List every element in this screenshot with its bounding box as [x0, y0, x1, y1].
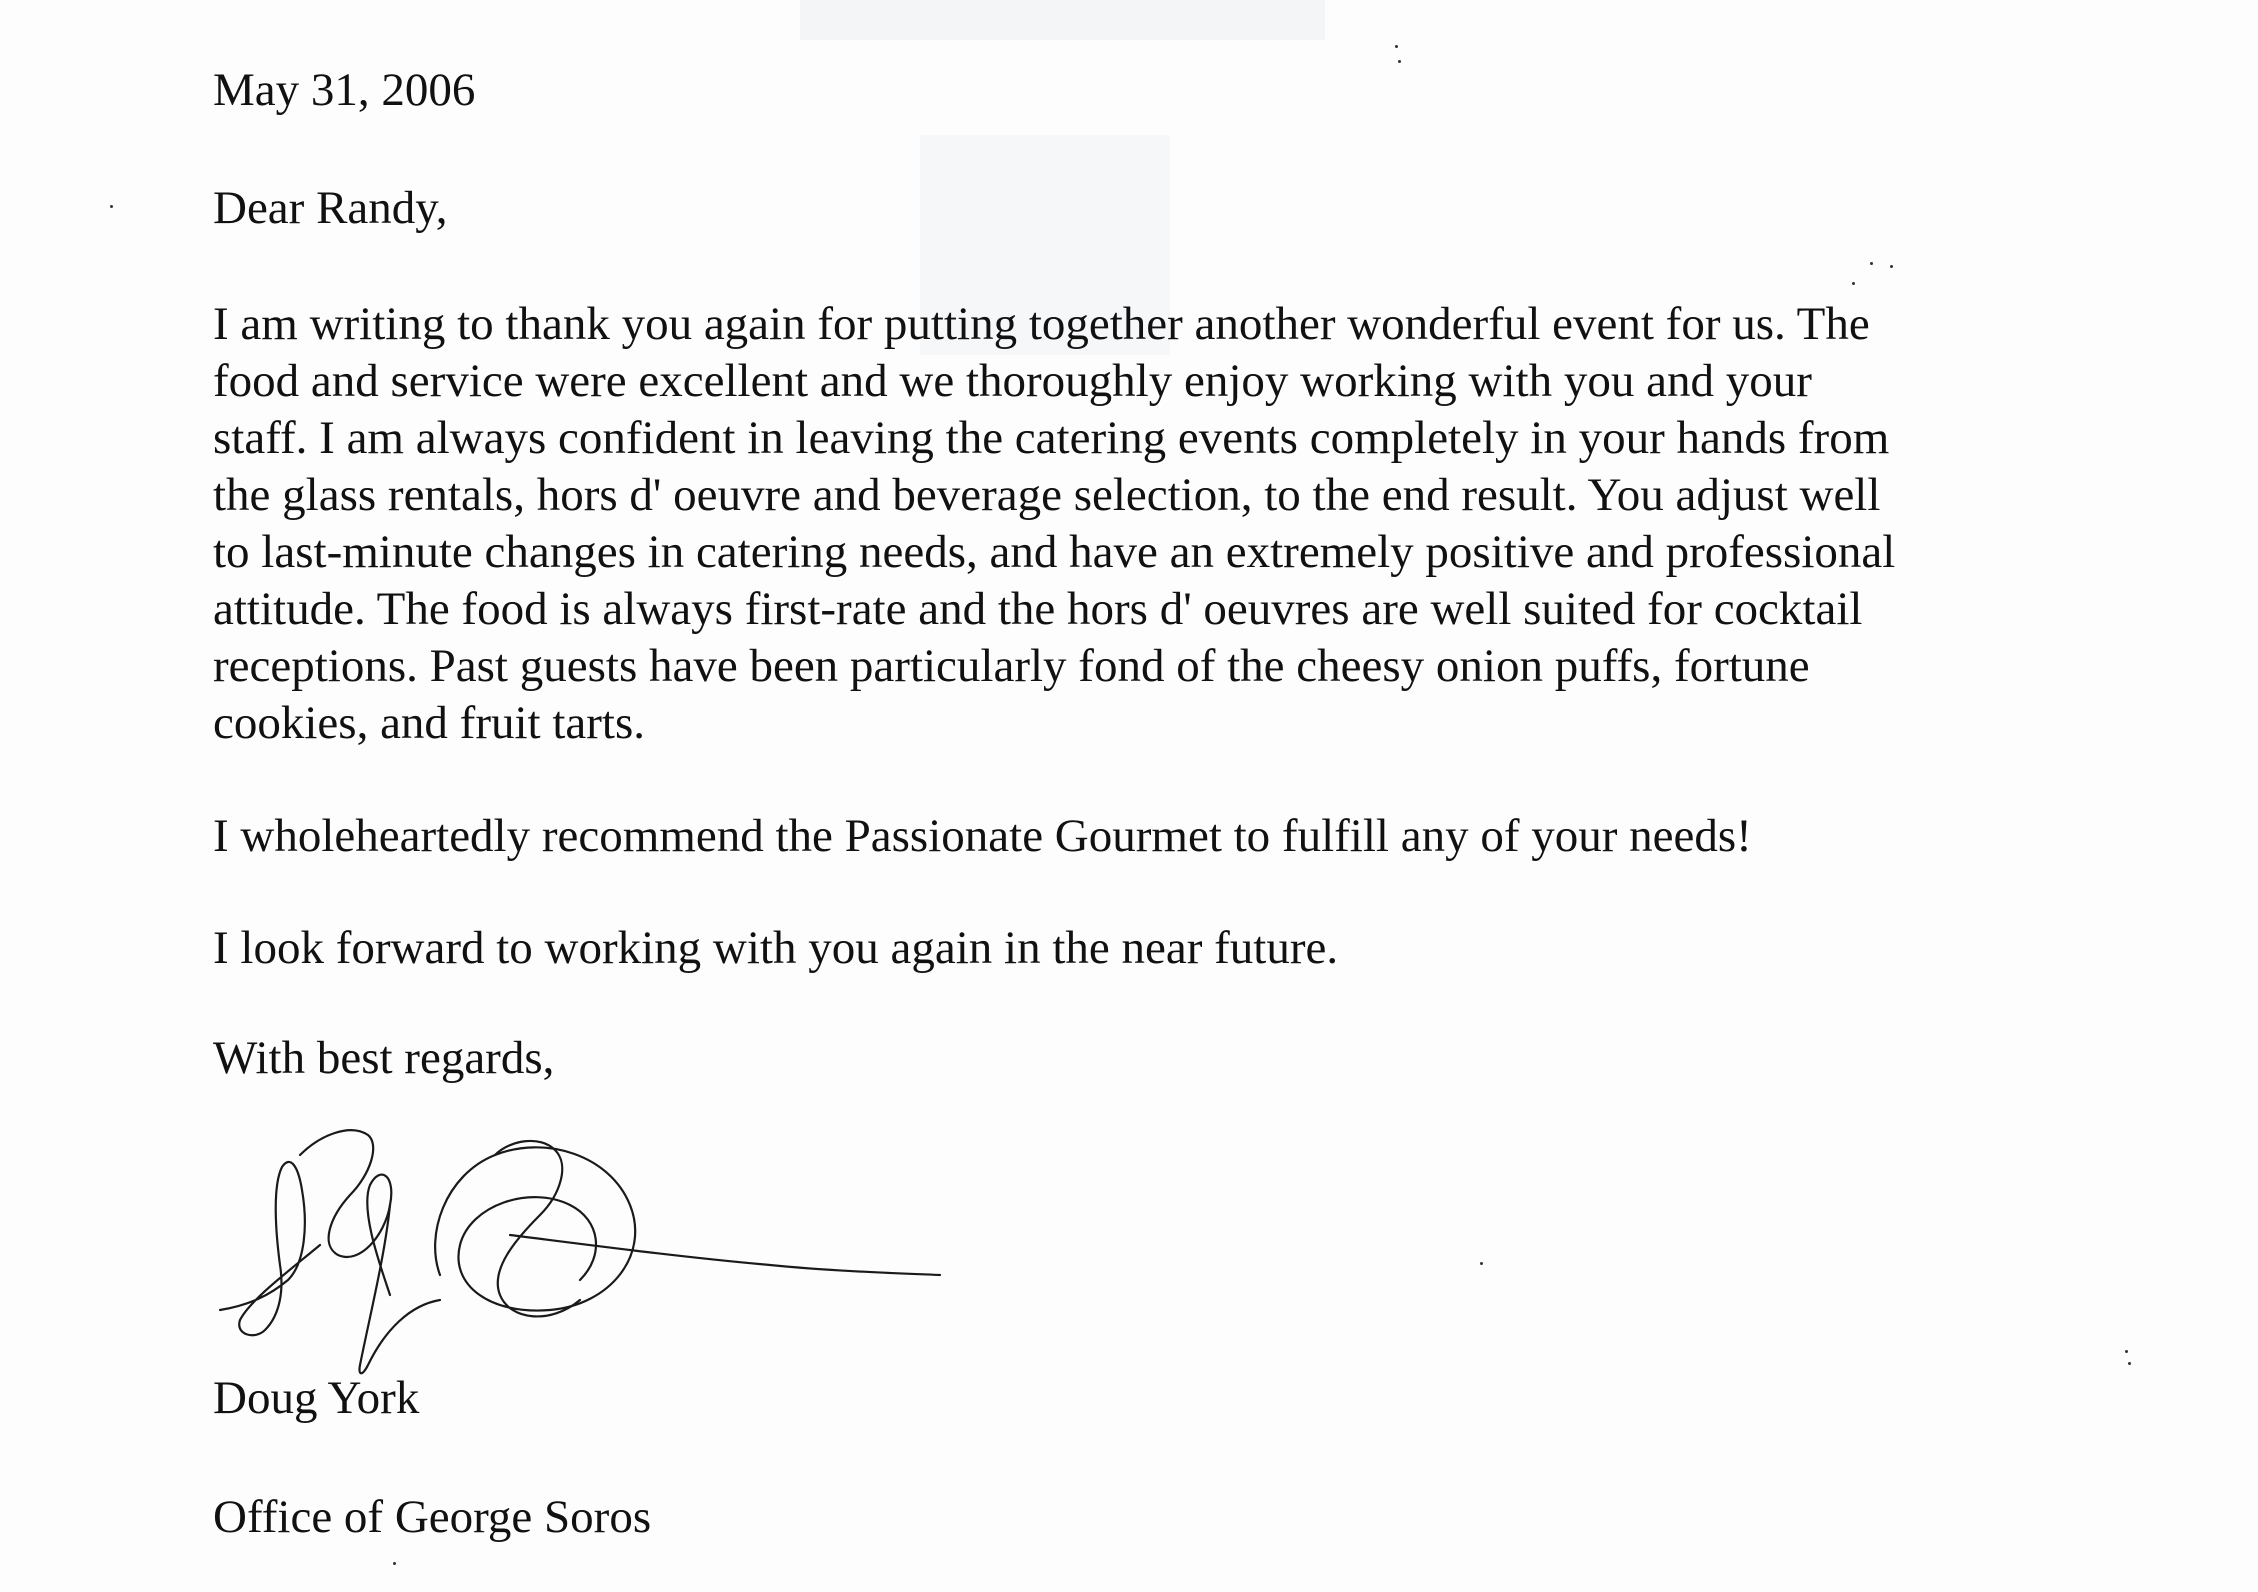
- scan-speck: [1480, 1262, 1483, 1265]
- signer-office: Office of George Soros: [213, 1491, 652, 1543]
- scan-speck: [2128, 1362, 2131, 1365]
- signer-name: Doug York: [213, 1372, 420, 1424]
- body-line: staff. I am always confident in leaving the catering events completely in your hands from: [213, 412, 1890, 464]
- letter-body-paragraph: [213, 296, 2053, 752]
- scan-speck: [1890, 265, 1893, 268]
- body-line: cookies, and fruit tarts.: [213, 697, 646, 749]
- letter-salutation: Dear Randy,: [213, 182, 448, 234]
- body-line: receptions. Past guests have been particularly fond of the cheesy onion puffs, fortune: [213, 640, 1810, 692]
- letter-closing: With best regards,: [213, 1032, 555, 1084]
- scan-speck: [393, 1562, 396, 1565]
- scan-speck: [1870, 262, 1873, 265]
- body-line: the glass rentals, hors d' oeuvre and beverage selection, to the end result. You adjust well: [213, 469, 1881, 521]
- scan-shadow-top: [800, 0, 1325, 40]
- body-line: to last-minute changes in catering needs, and have an extremely positive and professional: [213, 526, 1896, 578]
- body-line: food and service were excellent and we thoroughly enjoy working with you and your: [213, 355, 1812, 407]
- body-line: I am writing to thank you again for putting together another wonderful event for us. The: [213, 298, 1870, 350]
- handwritten-signature: [210, 1095, 970, 1385]
- scan-speck: [1398, 60, 1401, 63]
- scan-speck: [1395, 45, 1398, 48]
- scan-speck: [110, 205, 113, 208]
- body-line: attitude. The food is always first-rate and the hors d' oeuvres are well suited for cocktail: [213, 583, 1863, 635]
- scan-speck: [1852, 282, 1855, 285]
- letter-date: May 31, 2006: [213, 64, 476, 116]
- scan-speck: [2125, 1350, 2128, 1353]
- recommendation-sentence: I wholeheartedly recommend the Passionate Gourmet to fulfill any of your needs!: [213, 810, 1752, 862]
- look-forward-sentence: I look forward to working with you again in the near future.: [213, 922, 1339, 974]
